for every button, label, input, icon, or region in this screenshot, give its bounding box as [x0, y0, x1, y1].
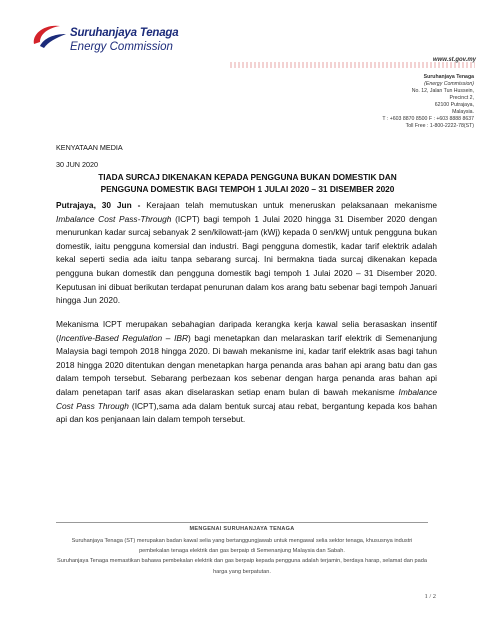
logo-subtitle: Energy Commission: [70, 41, 173, 53]
address-line: Toll Free : 1-800-2222-78(ST): [405, 123, 474, 129]
footer-paragraph-1: Suruhanjaya Tenaga (ST) merupakan badan kawal selia yang bertanggungjawab untuk mengawal selia sektor tenaga, khususnya industri pembekalan tenaga elektrik dan gas berpaip di Semenanjung Malaysia dan Sabah.: [71, 538, 413, 555]
paragraph-2: [56, 318, 437, 427]
footer-text: [56, 536, 428, 577]
title-line-1: TIADA SURCAJ DIKENAKAN KEPADA PENGGUNA BUKAN DOMESTIK DAN: [98, 172, 397, 182]
title-line-2: PENGGUNA DOMESTIK BAGI TEMPOH 1 JULAI 2020 – 31 DISEMBER 2020: [100, 183, 395, 194]
address-line: (Energy Commission): [424, 81, 474, 87]
footer-paragraph-2: Suruhanjaya Tenaga memastikan bahawa pembekalan elektrik dan gas berpaip kepada pengguna adalah terjamin, berdaya harap, selamat dan pada harga yang berpatutan.: [57, 558, 427, 575]
address-line: 62100 Putrajaya,: [434, 102, 474, 108]
paragraph-2-text-c: (ICPT),sama ada dalam bentuk surcaj atau rebat, bergantung kepada kos bahan api dan kos penjanaan lain dalam tempoh tersebut.: [56, 400, 437, 425]
page-number: 1 / 2: [424, 593, 436, 600]
document-title: [56, 172, 439, 195]
address-line: No. 12, Jalan Tun Hussein,: [411, 88, 474, 94]
address-line: Precinct 2,: [449, 95, 474, 101]
address-line: Malaysia.: [452, 109, 474, 115]
footer-divider: [56, 522, 428, 523]
paragraph-1-lead: Putrajaya, 30 Jun -: [56, 200, 141, 210]
paragraph-1-text-b: (ICPT) bagi tempoh 1 Julai 2020 hingga 31 Disember 2020 dengan menurunkan kadar surcaj sebanyak 2 sen/kilowatt-jam (kWj) kepada 0 sen/kWj untuk pengguna bukan domestik, iaitu pengguna komersial dan industri. Bagi pengguna domestik, kadar tarif elektrik adalah kekal seperti sedia ada iaitu tanpa sebarang surcaj. Ini bermakna tiada surcaj dikenakan kepada pengguna bukan domestik dan pengguna domestik bagi tempoh 1 Julai 2020 – 31 Disember 2020. Keputusan ini dibuat berikutan terdapat penurunan dalam kos arang batu sebenar bagi tempoh Januari hingga Jun 2020.: [56, 213, 437, 306]
paragraph-2-text-b: ) bagi menetapkan dan melaraskan tarif elektrik di Semenanjung Malaysia bagi tempoh 2018 hingga 2020. Di bawah mekanisme ini, kadar tarif elektrik asas bagi tahun 2018 hingga 2020 ditentukan dengan menetapkan harga penanda aras bahan api arang batu dan gas dalam tempoh tersebut. Sebarang perbezaan kos sebenar dengan harga penanda aras bahan api dalam penetapan tarif asas akan diselaraskan setiap enam bulan di bawah mekanisme: [56, 332, 437, 397]
website-url: www.st.gov.my: [432, 57, 476, 63]
address-line: Suruhanjaya Tenaga: [423, 74, 474, 80]
document-type-label: KENYATAAN MEDIA: [56, 143, 123, 152]
paragraph-2-italic-2: Imbalance Cost Pass Through: [56, 386, 437, 411]
footer-title: MENGENAI SURUHANJAYA TENAGA: [189, 526, 295, 532]
energy-commission-swoosh-icon: [30, 22, 68, 52]
energy-commission-logo: [30, 20, 220, 56]
document-date: 30 JUN 2020: [56, 160, 98, 169]
logo-name: Suruhanjaya Tenaga: [70, 27, 179, 39]
address-line: T : +603 8870 8500 F : +603 8888 8637: [382, 116, 474, 122]
paragraph-1-italic: Imbalance Cost Pass-Through: [56, 213, 172, 224]
paragraph-2-italic-1: Incentive-Based Regulation – IBR: [58, 332, 188, 343]
paragraph-2-text-a: Mekanisma ICPT merupakan sebahagian daripada kerangka kerja kawal selia berasaskan insentif (: [56, 319, 437, 343]
address-block: [382, 74, 474, 130]
paragraph-1: [56, 199, 437, 308]
paragraph-1-text-a: Kerajaan telah memutuskan untuk meneruskan pelaksanaan mekanisme: [140, 200, 437, 210]
